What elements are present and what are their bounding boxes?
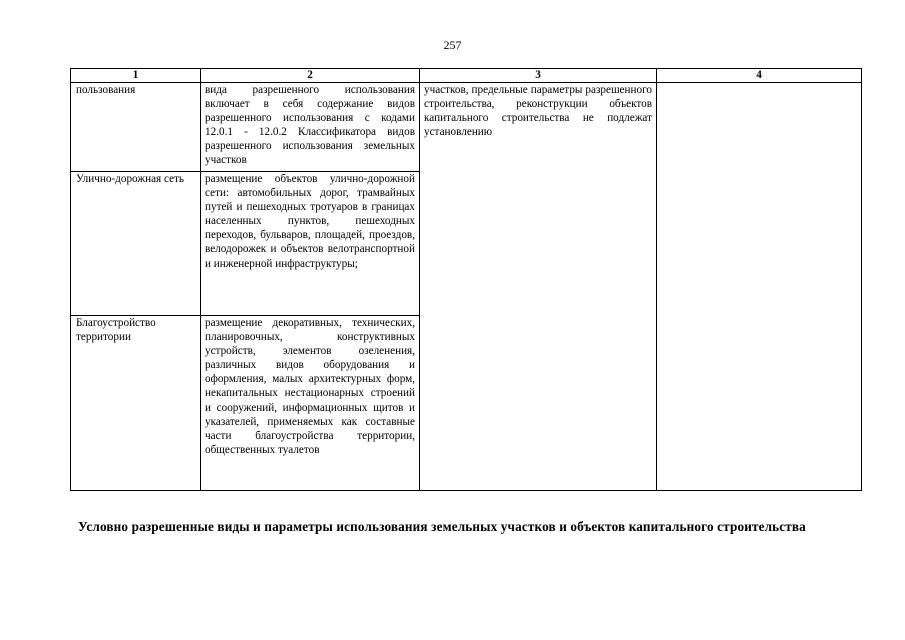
table-header-row xyxy=(71,69,862,83)
use-description-cell: размещение объектов улично-дорожной сети: автомобильных дорог, трамвайных путей и пешеходных тротуаров в границах населенных пунктов, пешеходных переходов, бульваров, площадей, проездов, велодорожек и объектов велотранспортной и инженерной инфраструктуры; xyxy=(201,172,420,316)
use-type-cell: Улично-дорожная сеть xyxy=(71,172,201,316)
column-header-2: 2 xyxy=(201,69,420,83)
column-header-4: 4 xyxy=(657,69,862,83)
parameters-cell: участков, предельные параметры разрешенного строительства, реконструкции объектов капитального строительства не подлежат установлению xyxy=(420,83,657,491)
use-type-cell: Благоустройство территории xyxy=(71,316,201,491)
table-row xyxy=(71,83,862,172)
use-type-cell: пользования xyxy=(71,83,201,172)
section-heading: Условно разрешенные виды и параметры использования земельных участков и объектов капитального строительства xyxy=(78,519,806,534)
page-number: 257 xyxy=(443,38,462,52)
column-header-1: 1 xyxy=(71,69,201,83)
use-description-cell: вида разрешенного использования включает в себя содержание видов разрешенного использования с кодами 12.0.1 - 12.0.2 Классификатора видов разрешенного использования земельных участков xyxy=(201,83,420,172)
notes-cell xyxy=(657,83,862,491)
column-header-3: 3 xyxy=(420,69,657,83)
use-description-cell: размещение декоративных, технических, планировочных, конструктивных устройств, элементов озеленения, различных видов оборудования и оформления, малых архитектурных форм, некапитальных нестационарных строений и сооружений, информационных щитов и указателей, применяемых как составные части благоустройства территории, общественных туалетов xyxy=(201,316,420,491)
land-use-table xyxy=(70,68,862,491)
